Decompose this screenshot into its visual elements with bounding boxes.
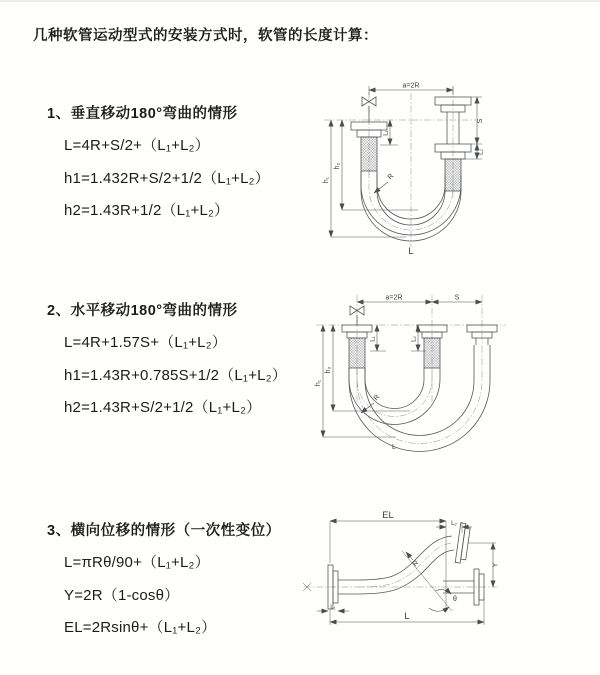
dim-label-r: R	[372, 393, 382, 403]
valve-icon	[362, 97, 376, 122]
dimension-l1	[380, 120, 398, 145]
diagram-1-vertical-180-bend	[310, 77, 600, 257]
formula-line: L=4R+1.57S+（L₁+L₂）	[64, 334, 227, 351]
dim-label-l2: L₂	[477, 149, 485, 155]
dim-label-el: EL	[382, 510, 394, 521]
diagram-3-lateral-displacement	[300, 507, 600, 642]
dim-label-a2r: a=2R	[402, 82, 420, 90]
page-title: 几种软管运动型式的安装方式时，软管的长度计算：	[33, 28, 378, 44]
dim-label-l1: L₁	[382, 130, 390, 136]
dim-label-h1: h₁	[323, 176, 330, 184]
right-pipe-flanges	[435, 97, 471, 191]
formula-line: L=4R+S/2+（L₁+L₂）	[64, 137, 210, 154]
dim-label-r: R	[386, 172, 396, 182]
middle-pipe-flange	[417, 325, 447, 368]
dim-label-s: S	[454, 294, 460, 302]
section-2-formulas	[64, 327, 287, 425]
displaced-flange	[455, 523, 470, 564]
section-2-heading: 2、水平移动180°弯曲的情形	[47, 303, 238, 319]
section-1-heading: 1、垂直移动180°弯曲的情形	[47, 106, 238, 122]
dimension-a2r	[357, 295, 432, 303]
centerlines	[316, 295, 506, 402]
left-pipe-flange	[351, 122, 387, 171]
dim-label-h1: h₁	[315, 379, 322, 387]
formula-line: h2=1.43R+1/2（L₁+L₂）	[64, 202, 230, 219]
formula-line: L=πRθ/90+（L₁+L₂）	[64, 554, 210, 571]
formula-line: Y=2R（1-cosθ）	[64, 586, 180, 604]
section-3-heading: 3、横向位移的情形（一次性变位）	[47, 523, 281, 539]
dim-label-h2: h₂	[325, 366, 332, 374]
dimension-l	[330, 597, 484, 625]
dim-label-l: L	[404, 611, 410, 622]
section-1-formulas	[64, 130, 270, 228]
section-3	[47, 519, 281, 645]
dim-label-l2: L₂	[451, 520, 457, 527]
radius-callout	[406, 552, 420, 568]
dim-label-l1: L₁	[369, 336, 377, 342]
dim-label-l: L	[392, 444, 396, 451]
dim-label-s: S	[477, 118, 484, 124]
dimension-l2	[436, 520, 472, 533]
dim-label-a2r: a=2R	[385, 294, 403, 302]
dim-label-y: Y	[492, 562, 500, 568]
dimension-s	[432, 295, 482, 303]
dimension-el	[330, 510, 446, 611]
dim-label-l: L	[408, 246, 414, 257]
dim-label-h2: h₂	[334, 162, 341, 170]
formula-line: h1=1.43R+0.785S+1/2（L₁+L₂）	[64, 366, 287, 384]
section-3-formulas	[64, 547, 281, 645]
section-1	[47, 102, 270, 228]
diagram-2-horizontal-180-bend	[310, 287, 600, 457]
dimension-l1	[317, 604, 349, 611]
hose-s-curve	[358, 536, 454, 594]
dim-label-l2: L₂	[410, 336, 418, 342]
hose-u-curves	[349, 345, 490, 452]
left-pipe-flange	[342, 325, 372, 368]
dim-label-theta: θ	[453, 596, 457, 603]
formula-line: h1=1.432R+S/2+1/2（L₁+L₂）	[64, 169, 270, 187]
section-2	[47, 299, 287, 425]
formula-line: EL=2Rsinθ+（L₁+L₂）	[64, 619, 217, 636]
formula-line: h2=1.43R+S/2+1/2（L₁+L₂）	[64, 399, 262, 416]
dim-label-r: R	[411, 559, 421, 569]
centerline	[303, 583, 497, 591]
dim-label-l1: L₁	[330, 604, 336, 611]
